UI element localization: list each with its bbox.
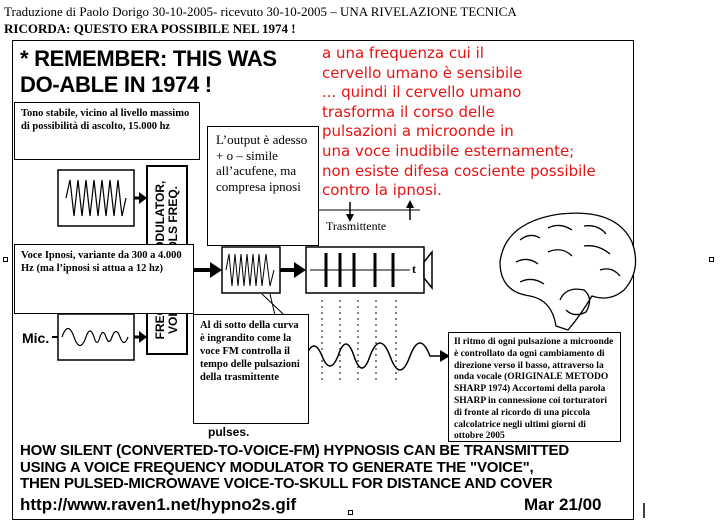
red-line: non esiste difesa cosciente possibile bbox=[322, 161, 596, 180]
red-line: una voce inudibile esternamente; bbox=[322, 141, 575, 160]
dotted-projection-lines bbox=[322, 300, 396, 380]
sharp-text-box: Il ritmo di ogni pulsazione a microonde è controllato da ogni cambiamento di direzione verso il basso, attraverso la onda vocale (ORIGINALE METODO SHARP 1974) Accortomi della parola SHARP in connessione coi torturatori di fronte al ricordo di una piccola calcolatrice negli ultimi giorni di ottobre 2005 bbox=[448, 332, 621, 442]
arrow-head-output bbox=[210, 262, 222, 278]
selection-handle[interactable] bbox=[709, 257, 714, 262]
caption-line-3: THEN PULSED-MICROWAVE VOICE-TO-SKULL FOR DISTANCE AND COVER bbox=[20, 475, 553, 492]
remember-line-1: * REMEMBER: THIS WAS bbox=[20, 46, 277, 71]
source-url[interactable]: http://www.raven1.net/hypno2s.gif bbox=[20, 495, 297, 514]
time-axis-label: t bbox=[412, 262, 416, 276]
header-line-2: RICORDA: QUESTO ERA POSSIBILE NEL 1974 ! bbox=[4, 21, 296, 36]
header-line-1: Traduzione di Paolo Dorigo 30-10-2005- ricevuto 30-10-2005 – UNA RIVELAZIONE TECNICA bbox=[4, 4, 517, 19]
remember-line-2: DO-ABLE IN 1974 ! bbox=[20, 72, 212, 97]
selection-handle[interactable] bbox=[348, 510, 353, 515]
arrow-head-transmitter bbox=[294, 262, 306, 278]
caption-line-2: USING A VOICE FREQUENCY MODULATOR TO GENERATE THE "VOICE", bbox=[20, 458, 534, 476]
red-line: pulsazioni a microonde in bbox=[322, 122, 514, 141]
mic-label: Mic. bbox=[22, 330, 50, 346]
output-text-box: L’output è adesso + o – simile all’acufene, ma compresa ipnosi bbox=[207, 126, 319, 246]
antenna-horn bbox=[424, 252, 432, 288]
brain-illustration bbox=[500, 213, 636, 330]
tone-text-box: Tono stabile, vicino al livello massimo di possibilità di ascolto, 15.000 hz bbox=[14, 102, 200, 160]
red-line: ... quindi il cervello umano bbox=[322, 83, 522, 102]
voice-text-box: Voce Ipnosi, variante da 300 a 4.000 Hz (ma l’ipnosi si attua a 12 hz) bbox=[14, 244, 194, 314]
red-line: contro la ipnosi. bbox=[322, 181, 442, 200]
voice-waveform-box bbox=[58, 314, 134, 360]
curve-text-box: Al di sotto della curva è ingrandito come la voce FM controlla il tempo delle pulsazioni della trasmittente bbox=[193, 314, 309, 424]
selection-handle[interactable] bbox=[3, 257, 8, 262]
bottom-caption bbox=[20, 443, 569, 493]
enlarged-curve bbox=[306, 343, 448, 370]
red-line: trasforma il corso delle bbox=[322, 102, 495, 121]
trasmittente-arrowhead-right bbox=[406, 200, 414, 208]
date-label: Mar 21/00 bbox=[524, 495, 602, 514]
red-line: a una frequenza cui il bbox=[322, 44, 484, 62]
trasmittente-label: Trasmittente bbox=[326, 219, 387, 233]
caption-line-1: HOW SILENT (CONVERTED-TO-VOICE-FM) HYPNOSIS CAN BE TRANSMITTED bbox=[20, 442, 569, 459]
red-line: cervello umano è sensibile bbox=[322, 63, 523, 82]
remember-title bbox=[20, 46, 277, 98]
pulses-label: pulses. bbox=[208, 425, 250, 439]
red-annotation bbox=[322, 44, 596, 201]
